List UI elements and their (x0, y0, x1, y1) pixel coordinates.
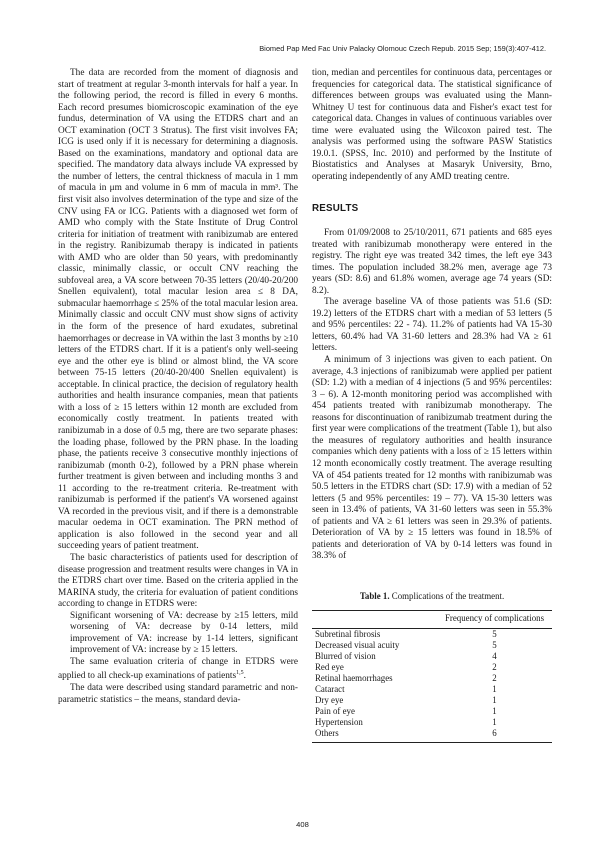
table-row (312, 717, 552, 728)
table-header-row (312, 611, 552, 628)
table-caption (312, 591, 552, 603)
table-row (312, 628, 552, 640)
criteria-paragraph: Significant worsening of VA: decrease by ≥15 letters, mild worsening of VA: decrease by 0-14 letters, mild improvement of VA: increase by 1-14 letters, significant improvement of VA: increase by ≥ 15 letters. (70, 610, 298, 656)
reference-superscript: 1,5 (236, 670, 244, 677)
table-row (312, 695, 552, 706)
table-row (312, 684, 552, 695)
table-row (312, 673, 552, 684)
results-paragraph-1: From 01/09/2008 to 25/10/2011, 671 patients and 685 eyes treated with ranibizumab monotherapy were entered in the registry. The right eye was treated 342 times, the left eye 343 times. The population included 38.2% men, average age 73 years (SD: 8.6) and 61.8% women, average age 74 years (SD: 8.2). (312, 228, 552, 296)
complication-name: Cataract (315, 683, 345, 694)
complication-frequency: 1 (492, 683, 497, 694)
complication-frequency: 5 (492, 639, 497, 650)
table-row (312, 640, 552, 651)
table-header-empty (312, 611, 437, 628)
running-header: Biomed Pap Med Fac Univ Palacky Olomouc Czech Repub. 2015 Sep; 159(3):407-412. (259, 44, 546, 53)
table-row (312, 728, 552, 743)
evaluation-text: The same evaluation criteria of change in ETDRS were applied to all check-up examinations of patients (58, 656, 298, 682)
complication-name: Others (312, 728, 437, 743)
results-heading: RESULTS (312, 203, 359, 215)
page-number: 408 (296, 820, 309, 829)
complication-frequency: 1 (492, 695, 497, 706)
complication-name: Dry eye (315, 695, 344, 706)
table-header-frequency: Frequency of complications (437, 611, 552, 628)
complication-name: Hypertension (315, 717, 363, 728)
statistics-continuation: tion, median and percentiles for continuous data, percentages or frequencies for categorical data. The statistical significance of differences between groups was evaluated using the Mann-Whitney U test for continuous data and Fisher's exact test for categorical data. Changes in values of continuous variables over time were evaluated using the Wilcoxon paired test. The analysis was performed using the software PASW Statistics 19.0.1. (SPSS, Inc. 2010) and performed by the Institute of Biostatistics and Analyses at Masaryk University, Brno, operating independently of any AMD treating centre. (312, 68, 552, 182)
complication-name: Retinal haemorrhages (315, 672, 393, 683)
complication-frequency: 2 (492, 672, 497, 683)
complication-name: Subretinal fibrosis (315, 628, 381, 639)
table-row (312, 651, 552, 662)
table-caption-label: Table 1. (359, 590, 390, 601)
complication-name: Blurred of vision (315, 650, 376, 661)
table-row (312, 662, 552, 673)
complication-name: Pain of eye (315, 706, 355, 717)
complication-frequency: 2 (492, 661, 497, 672)
characteristics-paragraph: The basic characteristics of patients used for description of disease progression and treatment results were changes in VA in the ETDRS chart over time. Based on the criteria applied in the MARINA study, the criteria for evaluation of patient conditions according to change in ETDRS were: (58, 552, 298, 610)
complication-frequency: 1 (492, 717, 497, 728)
left-column (58, 68, 298, 706)
complication-name: Decreased visual acuity (315, 639, 400, 650)
complications-table (312, 610, 552, 743)
right-column (312, 68, 552, 743)
evaluation-paragraph: The same evaluation criteria of change in ETDRS were applied to all check-up examinations of patients$^{1,5}$. (58, 656, 298, 682)
statistics-paragraph: The data were described using standard parametric and non-parametric statistics – the means, standard devia- (58, 683, 298, 705)
results-paragraph-3: A minimum of 3 injections was given to each patient. On average, 4.3 injections of ranibizumab were applied per patient (SD: 1.2) with a median of 4 injections (5 and 95% percentiles: 3 – 6). A 12-month monitoring period was accomplished with 454 patients treated with ranibizumab monotherapy. The reasons for discontinuation of ranibizumab treatment during the first year were complications of the treatment (Table 1), but also the measures of regulatory authorities and health insurance companies which deny patients with a loss of ≥ 15 letters within 12 month economically costly treatment. The average resulting VA of 454 patients treated for 12 months with ranibizumab was 50.5 letters in the ETDRS chart (SD: 17.9) with a median of 52 letters (5 and 95% percentiles: 19 – 77). VA 15-30 letters was seen in 13.4% of patients, VA 31-60 letters was seen in 55.3% of patients and VA ≥ 61 letters was seen in 29.3% of patients. Deterioration of VA by ≥ 15 letters was found in 18.5% of patients and deterioration of VA by 0-14 letters was found in 38.3% of (312, 355, 552, 562)
results-paragraph-2: The average baseline VA of those patients was 51.6 (SD: 19.2) letters of the ETDRS chart with a median of 53 letters (5 and 95% percentiles: 22 - 74). 11.2% of patients had VA 15-30 letters, 60.4% had VA 31-60 letters and 28.3% had VA ≥ 61 letters. (312, 297, 552, 354)
table-caption-text: Complications of the treatment. (391, 590, 505, 601)
methods-paragraph: The data are recorded from the moment of diagnosis and start of treatment at regular 3-month intervals for half a year. In the following period, the record is filled in every 6 months. Each record presumes biomicroscopic examination of the eye fundus, determination of VA using the ETDRS chart and an OCT examination (OCT 3 Stratus). The first visit involves FA; ICG is used only if it is necessary for determining a diagnosis. Based on the examinations, mandatory and optional data are specified. The mandatory data always include VA expressed by the number of letters, the central thickness of macula in 1 mm of macula in μm and volume in 6 mm of macula in mm³. The first visit also involves determination of the type and size of the CNV using FA or ICG. Patients with a diagnosed wet form of AMD who comply with the State Institute of Drug Control criteria for initiation of treatment with ranibizumab are entered in the registry. Ranibizumab therapy is indicated in patients with AMD who are older than 50 years, with predominantly classic, minimally classic, or occult CNV reaching the subfoveal area, a VA score between 70-35 letters (20/40-20/200 Snellen equivalent), total macular lesion area ≤ 8 DA, submacular haemorrhage ≤ 25% of the total macular lesion area. Minimally classic and occult CNV must show signs of activity in the form of the presence of hard exudates, subretinal haemorrhages or decrease in VA within the last 3 months by ≥10 letters of the ETDRS chart. If it is a patient's only well-seeing eye and the other eye is blind or almost blind, the VA score between 75-15 letters (20/40-20/400 Snellen equivalent) is acceptable. In clinical practice, the decision of regulatory health authorities and health insurance companies, mean that patients with a loss of ≥ 15 letters within 12 month are excluded from economically costly treatment. In patients treated with ranibizumab in a dose of 0.5 mg, there are two separate phases: the loading phase, followed by the PRN phase. In the loading phase, the patients receive 3 consecutive monthly injections of ranibizumab (month 0-2), followed by a PRN phase wherein further treatment is given between and including months 3 and 11 according to the re-treatment criteria. Re-treatment with ranibizumab is performed if the patient's VA worsened against VA recorded in the previous visit, and if there is a demonstrable macular oedema in OCT examination. The PRN method of application is also followed in the second year and all succeeding years of patient treatment. (58, 68, 299, 552)
complication-frequency: 5 (492, 628, 497, 639)
complication-name: Red eye (315, 661, 344, 672)
table-row (312, 706, 552, 717)
complication-frequency: 6 (437, 728, 552, 743)
complication-frequency: 1 (492, 706, 497, 717)
complication-frequency: 4 (492, 650, 497, 661)
